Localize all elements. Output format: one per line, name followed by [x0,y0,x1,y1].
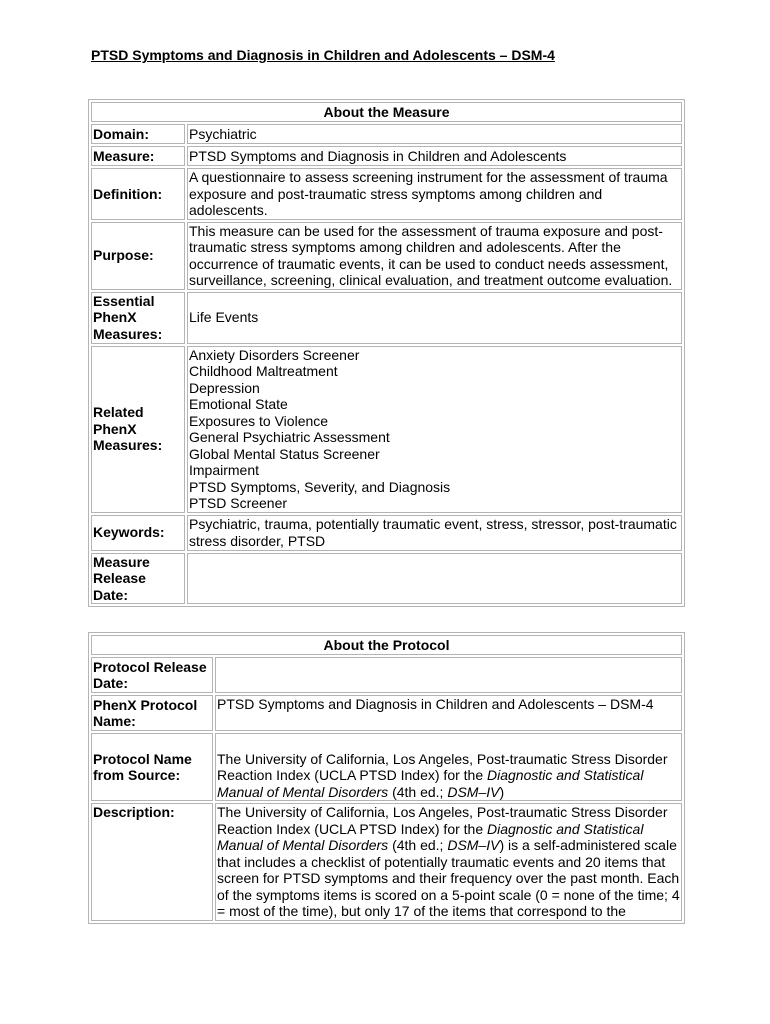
protocol-name-label: PhenX Protocol Name: [91,695,213,731]
purpose-row [91,222,682,290]
description-text: (4th ed.; [388,837,448,853]
description-label: Description: [91,803,213,921]
related-measure-item: Depression [189,379,260,396]
source-text-italic: Diagnostic and Statistical Manual of Mental Disorders [217,767,644,800]
keywords-label: Keywords: [91,515,185,551]
source-text: ) [499,783,505,800]
domain-label: Domain: [91,124,185,144]
related-measure-item: General Psychiatric Assessment [189,429,390,445]
measure-header: About the Measure [91,102,682,122]
measure-value: PTSD Symptoms and Diagnosis in Children and Adolescents [187,146,682,166]
definition-row [91,168,682,220]
source-text-italic: DSM–IV [447,783,500,800]
protocol-release-label: Protocol Release Date: [91,657,213,693]
related-measure-item: Global Mental Status Screener [189,445,380,462]
measure-release-value [187,553,682,605]
protocol-source-label: Protocol Name from Source: [91,733,213,801]
essential-measures-label: Essential PhenX Measures: [91,292,185,344]
source-text: (4th ed.; [388,783,448,800]
protocol-header: About the Protocol [91,635,682,655]
related-measures-list [187,346,682,513]
measure-release-label: Measure Release Date: [91,553,185,605]
source-text: The University of California, Los Angeles, Post-traumatic Stress Disorder Reaction Index (UCLA PTSD Index) for the [217,750,668,783]
related-measure-item: Exposures to Violence [189,412,329,429]
related-measure-item: Emotional State [189,396,288,412]
measure-row [91,146,682,166]
essential-measures-value: Life Events [187,292,682,344]
about-the-protocol-table [88,632,685,924]
domain-value: Psychiatric [187,124,682,144]
purpose-label: Purpose: [91,222,185,290]
protocol-name-value: PTSD Symptoms and Diagnosis in Children and Adolescents – DSM-4 [215,695,682,731]
definition-value: A questionnaire to assess screening instrument for the assessment of trauma exposure and post-traumatic stress symptoms among children and adolescents. [187,168,682,220]
keywords-value: Psychiatric, trauma, potentially traumatic event, stress, stressor, post-traumatic stress disorder, PTSD [187,515,682,551]
related-measure-item: PTSD Screener [189,495,288,511]
description-text-block [217,804,680,920]
related-measures-label: Related PhenX Measures: [91,346,185,513]
purpose-value: This measure can be used for the assessment of trauma exposure and post-traumatic stress symptoms among children and adolescents. After the occurrence of traumatic events, it can be used to conduct needs assessment, surveillance, screening, clinical evaluation, and treatment outcome evaluation. [187,222,682,290]
essential-measures-row [91,292,682,344]
protocol-name-row [91,695,682,731]
related-measures-row [91,346,682,513]
measure-release-row [91,553,682,605]
related-measure-item: Impairment [189,462,260,478]
description-text-italic: DSM–IV [447,837,500,853]
description-row [91,803,682,921]
related-measure-item: Anxiety Disorders Screener [189,346,360,363]
definition-label: Definition: [91,168,185,220]
description-value [215,803,682,921]
measure-header-row [91,102,682,122]
description-text: The University of California, Los Angeles, Post-traumatic Stress Disorder Reaction Index (UCLA PTSD Index) for the [217,804,668,837]
description-text: ) is a self-administered scale that includes a checklist of potentially traumatic events and 20 items that screen for PTSD symptoms and their frequency over the past month. Each of the symptoms items is scored on a 5-point scale (0 = none of the time; 4 = most of the time), but only 17 of the items that correspond to the [217,837,680,919]
keywords-row [91,515,682,551]
description-text-italic: Diagnostic and Statistical Manual of Mental Disorders [217,820,644,853]
protocol-source-row [91,733,682,801]
document-title: PTSD Symptoms and Diagnosis in Children and Adolescents – DSM-4 [91,47,555,63]
protocol-source-value [215,733,682,801]
related-measure-item: PTSD Symptoms, Severity, and Diagnosis [189,478,451,495]
about-the-measure-table [88,99,685,607]
measure-label: Measure: [91,146,185,166]
domain-row [91,124,682,144]
protocol-release-value [215,657,682,693]
protocol-release-row [91,657,682,693]
protocol-header-row [91,635,682,655]
related-measure-item: Childhood Maltreatment [189,363,338,379]
